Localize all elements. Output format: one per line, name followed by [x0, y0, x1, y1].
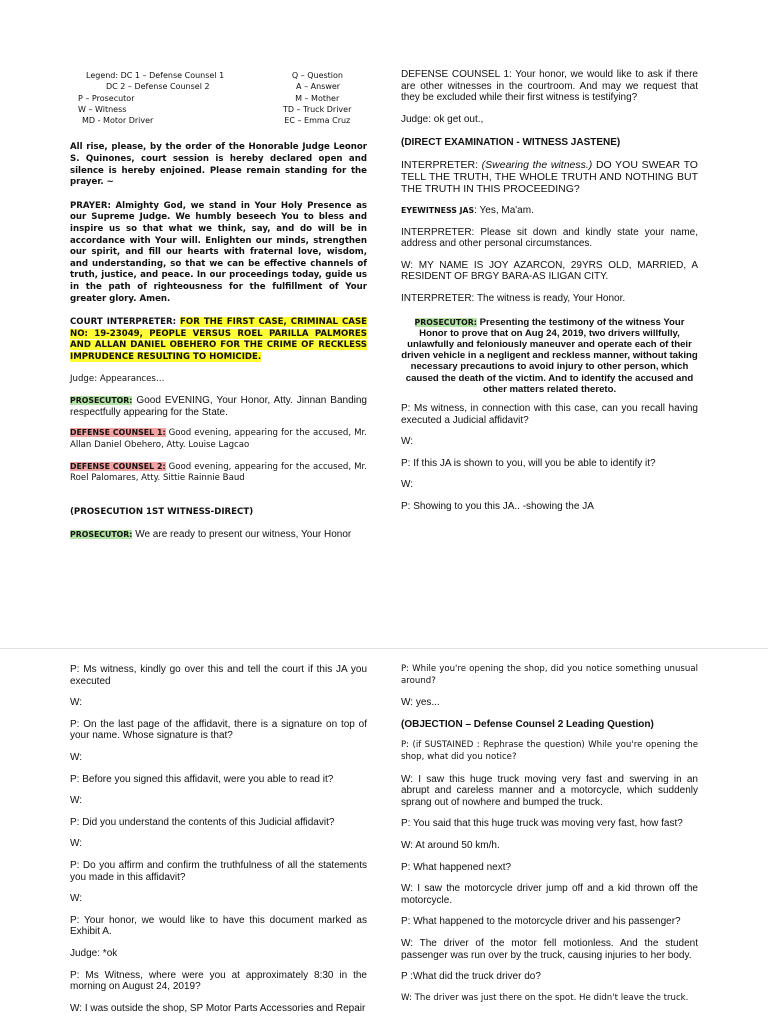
prosecutor-question-identify: P: If this JA is shown to you, will you be able to identify it? — [401, 457, 656, 469]
prayer-label: PRAYER — [70, 200, 108, 211]
witness-answer: W: I was outside the shop, SP Motor Parts Accessories and Repair — [70, 1002, 366, 1014]
defense-counsel-1-appearance — [70, 427, 367, 451]
prayer-text: : Almighty God, we stand in Your Holy Presence as our Supreme Judge. We humbly beseech You to bless and inspire us so that what we think, say, and do will be in accordance with Your will. Enlighten our minds, strengthen our spirit, and fill our hearts with fraternal love, wisdom, and understanding, so that we can be effective channels of truth, justice, and peace. In our proceedings today, guide us in the path of righteousness for the fulfillment of Your greater glory. Amen. — [70, 200, 367, 304]
prosecutor-question-speed: P: You said that this huge truck was moving very fast, how fast? — [401, 818, 683, 830]
prosecutor-question-recall: P: Ms witness, in connection with this case, can you recall having executed a Judicial affidavit? — [401, 402, 698, 426]
interpreter-italic-note: (Swearing the witness.) — [481, 158, 593, 171]
prosecutor-question: P: Did you understand the contents of this Judicial affidavit? — [70, 816, 335, 828]
prosecutor-question: P: Before you signed this affidavit, were you able to read it? — [70, 773, 334, 785]
judge-appearances — [70, 374, 367, 386]
eyewitness-label: EYEWITNESS JAS — [401, 205, 475, 215]
defense-counsel-2-text: Good evening, appearing for the accused, Mr. Roel Palomares, Atty. Sittie Rainnie Baud — [70, 461, 367, 484]
legend-entry: MD - Motor Driver — [82, 116, 154, 126]
legend-row — [86, 70, 367, 81]
legend-entry: W – Witness — [78, 104, 127, 114]
prosecutor-label: PROSECUTOR: — [414, 317, 477, 327]
legend-entry: P – Prosecutor — [78, 93, 135, 103]
witness-answer: W: — [70, 697, 83, 709]
prosecutor-label: PROSECUTOR: — [70, 530, 133, 540]
case-title-highlight: FOR THE FIRST CASE, CRIMINAL CASE NO: 19-23049, PEOPLE VERSUS ROEL PARILLA PALMORES AND ALLAN DANIEL OBEHERO FOR THE CRIME OF RECKLESS IMPRUDENCE RESULTING TO HOMICIDE. — [70, 317, 367, 362]
prosecutor-question: P: Ms witness, kindly go over this and tell the court if this JA you executed — [70, 664, 367, 687]
prosecutor-ready — [70, 529, 367, 541]
prosecutor-offer-of-testimony — [401, 317, 698, 395]
prayer-paragraph — [70, 201, 367, 305]
eyewitness-text: : Yes, Ma'am. — [474, 204, 534, 216]
prosecutor-rephrased-question: P: (if SUSTAINED : Rephrase the question) While you're opening the shop, what did you notice? — [401, 740, 698, 762]
right-column-top — [401, 69, 698, 513]
witness-answer-saw: W: I saw this huge truck moving very fast and swerving in an abrupt and careless manner and a motorcycle, which suddenly sprang out of nowhere and bumped the truck. — [401, 773, 698, 808]
legend-row — [86, 81, 367, 92]
judge-ruling: Judge: *ok — [70, 947, 118, 959]
prosecutor-motion: P: Your honor, we would like to have this document marked as Exhibit A. — [70, 914, 367, 938]
prosecutor-label: PROSECUTOR: — [70, 396, 133, 406]
objection-note: (OBJECTION – Defense Counsel 2 Leading Question) — [401, 718, 654, 730]
prosecutor-question: P: Do you affirm and confirm the truthfulness of all the statements you made in this affidavit? — [70, 859, 367, 883]
legend-entry: Legend: DC 1 – Defense Counsel 1 — [86, 71, 225, 80]
prosecutor-question: P: Ms Witness, where were you at approximately 8:30 in the morning on August 24, 2019? — [70, 969, 367, 993]
legend-entry: M – Mother — [295, 93, 340, 103]
legend-row — [78, 93, 367, 104]
prosecutor-question-unusual: P: While you're opening the shop, did you notice something unusual around? — [401, 664, 698, 686]
prosecutor-question-passenger: P: What happened to the motorcycle driver and his passenger? — [401, 916, 681, 928]
defense-counsel-1-request: DEFENSE COUNSEL 1: Your honor, we would like to ask if there are other witnesses in the courtroom. And may we request that they be excluded while their first witness is testifying? — [401, 69, 698, 104]
prosecutor-question-next: P: What happened next? — [401, 861, 512, 873]
legend-row — [78, 104, 367, 115]
legend — [78, 70, 367, 126]
judge-text: : Appearances… — [94, 373, 165, 384]
witness-answer: W: — [401, 479, 414, 491]
left-column-top — [70, 70, 367, 541]
court-interpreter-paragraph — [70, 317, 367, 363]
defense-counsel-1-text: Good evening, appearing for the accused, Mr. Allan Daniel Obehero, Atty. Louise Lagcao — [70, 428, 367, 450]
prosecutor-text: We are ready to present our witness, Your Honor — [132, 529, 352, 541]
legend-entry: EC – Emma Cruz — [284, 116, 351, 126]
legend-entry: TD – Truck Driver — [282, 104, 352, 114]
judge-label: Judge — [70, 373, 95, 384]
interpreter-sit-down: INTERPRETER: Please sit down and kindly state your name, address and other personal circumstances. — [401, 226, 698, 250]
defense-counsel-2-label: DEFENSE COUNSEL 2: — [70, 461, 166, 471]
interpreter-label: INTERPRETER: — [401, 158, 482, 171]
court-interpreter-label: COURT INTERPRETER: — [70, 317, 181, 328]
direct-examination-heading: (DIRECT EXAMINATION - WITNESS JASTENE) — [401, 137, 621, 149]
witness-answer: W: — [70, 795, 83, 807]
witness-answer: W: — [401, 436, 414, 448]
witness-answer-yes: W: yes... — [401, 697, 440, 709]
right-column-bottom — [401, 664, 698, 1004]
document-page-bottom — [0, 648, 768, 1025]
witness-answer-jump: W: I saw the motorcycle driver jump off and a kid thrown off the motorcycle. — [401, 883, 698, 906]
left-column-bottom — [70, 664, 367, 1014]
witness-name-statement: W: MY NAME IS JOY AZARCON, 29YRS OLD, MARRIED, A RESIDENT OF BRGY BARA-AS ILIGAN CITY. — [401, 259, 698, 283]
interpreter-oath — [401, 159, 698, 195]
section-heading: (PROSECUTION 1ST WITNESS-DIRECT) — [70, 506, 254, 517]
prosecutor-offer-text: Presenting the testimony of the witness Your Honor to prove that on Aug 24, 2019, two drivers willfully, unlawfully and feloniously maneuver and operate each of their driven vehicle in a negligent and reckless manner, without taking necessary precautions to avoid injury to other person, which caused the death of the victim. And to identify the accused and other matters related thereto. — [401, 316, 698, 395]
witness-answer-spot: W: The driver was just there on the spot. He didn't leave the truck. — [401, 992, 689, 1003]
witness-answer: W: — [70, 751, 83, 763]
defense-counsel-1-label: DEFENSE COUNSEL 1: — [70, 428, 166, 438]
prosecutor-question: P: On the last page of the affidavit, there is a signature on top of your name. Whose signature is that? — [70, 718, 367, 742]
witness-answer: W: — [70, 893, 83, 905]
defense-counsel-2-appearance — [70, 461, 367, 485]
interpreter-oath-text: DO YOU SWEAR TO TELL THE TRUTH, THE WHOLE TRUTH AND NOTHING BUT THE TRUTH IN THIS PROCEEDING? — [401, 158, 698, 195]
prosecutor-showing-ja: P: Showing to you this JA.. -showing the JA — [401, 500, 594, 512]
judge-get-out: Judge: ok get out., — [401, 113, 484, 125]
opening-statement: All rise, please, by the order of the Honorable Judge Leonor S. Quinones, court session is hereby declared open and silence is hereby enjoined. Please remain standing for the prayer. ~ — [70, 142, 367, 188]
witness-answer-speed: W: At around 50 km/h. — [401, 839, 500, 851]
prosecutor-appearance — [70, 395, 367, 418]
prosecutor-question-truck-driver: P :What did the truck driver do? — [401, 971, 541, 983]
interpreter-ready: INTERPRETER: The witness is ready, Your Honor. — [401, 292, 626, 304]
witness-answer-driver: W: The driver of the motor fell motionless. And the student passenger was run over by the truck, causing injuries to her body. — [401, 937, 698, 961]
legend-entry: A – Answer — [296, 82, 341, 92]
witness-answer: W: — [70, 838, 83, 850]
legend-row — [82, 115, 367, 126]
legend-entry: Q – Question — [291, 71, 343, 80]
legend-entry: DC 2 – Defense Counsel 2 — [106, 82, 210, 92]
prosecutor-text: Good EVENING, Your Honor, Atty. Jinnan Banding respectfully appearing for the State. — [70, 395, 367, 418]
eyewitness-reply — [401, 205, 698, 217]
